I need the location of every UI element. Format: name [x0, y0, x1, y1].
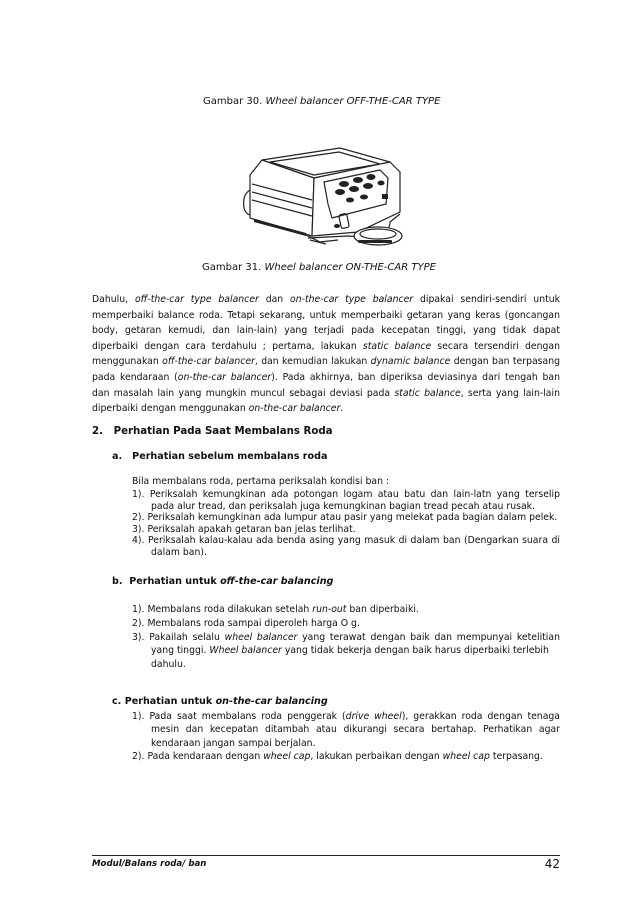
italic-term: dynamic balance	[370, 356, 451, 368]
intro-paragraph	[92, 292, 560, 417]
text-run: mesin dan kecepatan ditambah atau dikurangi secara bertahap. Perhatikan agar	[151, 724, 560, 736]
section-2-heading	[92, 426, 333, 437]
text-run: 1). Membalans roda dilakukan setelah	[132, 604, 313, 615]
list-line	[132, 603, 560, 617]
italic-term: off-the-car type balancer	[134, 294, 259, 305]
italic-term: wheel cap	[442, 750, 490, 762]
text-run: 1). Periksalah kemungkinan ada potongan logam atau batu dan lain-latn yang terselip	[132, 489, 560, 500]
page-number: 42	[544, 857, 560, 871]
text-run: 3). Pakailah selalu	[132, 631, 225, 643]
text-run: ), gerakkan roda dengan tenaga	[401, 711, 560, 722]
subsection-c-label: c.	[112, 696, 122, 707]
subsection-b-title-italic: off-the-car balancing	[220, 576, 334, 587]
text-run: , serta yang lain-lain diperbaiki dengan menggunakan	[92, 387, 560, 415]
text-run: dahulu.	[151, 659, 186, 671]
italic-term: run-out	[312, 604, 347, 615]
text-run: 3). Periksalah apakah getaran ban jelas terlihat.	[132, 523, 356, 535]
list-line	[132, 710, 560, 723]
list-line	[132, 658, 560, 672]
italic-term: static balance	[362, 340, 432, 352]
text-run: dipakai sendiri-sendiri untuk memperbaiki balance roda. Tetapi sekarang, untuk memperbaiki getaran yang keras (goncangan body, getaran kemudi, dan lain-lain) yang terjadi pada kecepatan tinggi, yang tidak dapat diperbaiki dengan cara terdahulu ; pertama, lakukan	[92, 294, 561, 352]
list-line	[132, 535, 560, 547]
text-run: kendaraan jangan sampai berjalan.	[151, 737, 316, 749]
italic-term: static balance	[394, 387, 461, 399]
list-line	[132, 489, 560, 501]
subsection-b-title: Perhatian untuk	[129, 576, 221, 587]
list-line	[132, 617, 560, 631]
footer-divider	[92, 855, 560, 856]
subsection-c-list	[132, 710, 560, 763]
text-run: 4). Periksalah kalau-kalau ada benda asing yang masuk di dalam ban (Dengarkan suara di	[132, 535, 560, 547]
wheel-balancer-illustration	[240, 140, 410, 250]
text-run: dalam ban).	[151, 546, 207, 558]
text-run: .	[340, 403, 344, 415]
list-line	[132, 644, 560, 658]
subsection-a-label: a.	[112, 451, 123, 462]
text-run: , dan kemudian lakukan	[254, 356, 371, 368]
list-line	[132, 501, 560, 513]
italic-term: Wheel balancer	[209, 645, 282, 657]
italic-term: off-the-car balancer	[162, 356, 255, 368]
subsection-a-intro: Bila membalans roda, pertama periksalah kondisi ban :	[132, 476, 390, 487]
italic-term: on-the-car balancer	[177, 371, 272, 383]
italic-term: on-the-car type balancer	[290, 294, 414, 305]
figure-31-title: Wheel balancer ON-THE-CAR TYPE	[264, 262, 436, 273]
list-line	[132, 750, 560, 763]
text-run: dan	[258, 294, 291, 305]
text-run: 2). Membalans roda sampai diperoleh harga O g.	[132, 617, 360, 629]
text-run: yang tidak bekerja dengan baik harus diperbaiki terlebih	[281, 645, 549, 657]
list-line	[132, 723, 560, 736]
subsection-a-title: Perhatian sebelum membalans roda	[132, 451, 328, 462]
section-2-title: Perhatian Pada Saat Membalans Roda	[113, 426, 333, 437]
text-run: ban diperbaiki.	[346, 604, 419, 615]
italic-term: on-the-car balancer	[248, 403, 341, 415]
subsection-b-label: b.	[112, 576, 123, 587]
text-run: 1). Pada saat membalans roda penggerak (	[132, 711, 346, 722]
figure-31-caption	[202, 262, 436, 273]
list-line	[132, 524, 560, 536]
text-run: , lakukan perbaikan dengan	[310, 750, 443, 762]
subsection-b-list	[132, 603, 560, 672]
text-run: 2). Pada kendaraan dengan	[132, 750, 264, 762]
list-line	[132, 631, 560, 645]
text-run: ). Pada akhirnya, ban diperiksa deviasinya dari tengah ban dan masalah lain yang mungkin muncul sebagai deviasi pada	[92, 371, 560, 399]
subsection-a-list	[132, 489, 560, 559]
text-run: terpasang.	[489, 750, 543, 762]
text-run: yang tinggi.	[151, 645, 210, 657]
text-run: Dahulu,	[92, 294, 135, 305]
figure-30-title: Wheel balancer OFF-THE-CAR TYPE	[265, 96, 441, 107]
text-run: pada alur tread, dan periksalah juga kemungkinan bagian tread pecah atau rusak.	[151, 500, 535, 512]
text-run: 2). Periksalah kemungkinan ada lumpur atau pasir yang melekat pada bagian dalam pelek.	[132, 512, 558, 524]
text-run: dengan ban terpasang pada kendaraan (	[92, 356, 561, 383]
italic-term: wheel balancer	[224, 631, 298, 643]
section-2-number: 2.	[92, 426, 103, 437]
text-run: yang terawat dengan baik dan mempunyai ketelitian	[297, 631, 560, 643]
figure-30-caption	[203, 96, 440, 107]
text-run: secara tersendiri dengan menggunakan	[92, 340, 560, 368]
footer-module-name: Modul/Balans roda/ ban	[92, 859, 207, 869]
subsection-a-heading	[112, 451, 327, 462]
list-line	[132, 547, 560, 559]
figure-30-prefix: Gambar 30.	[203, 96, 266, 107]
list-line	[132, 512, 560, 524]
subsection-c-title-italic: on-the-car balancing	[215, 696, 328, 707]
list-line	[132, 737, 560, 750]
italic-term: drive wheel	[345, 711, 402, 722]
subsection-c-title: Perhatian untuk	[124, 696, 216, 707]
italic-term: wheel cap	[263, 750, 311, 762]
subsection-c-heading	[112, 696, 328, 707]
figure-31-prefix: Gambar 31.	[202, 262, 265, 273]
subsection-b-heading	[112, 576, 333, 587]
